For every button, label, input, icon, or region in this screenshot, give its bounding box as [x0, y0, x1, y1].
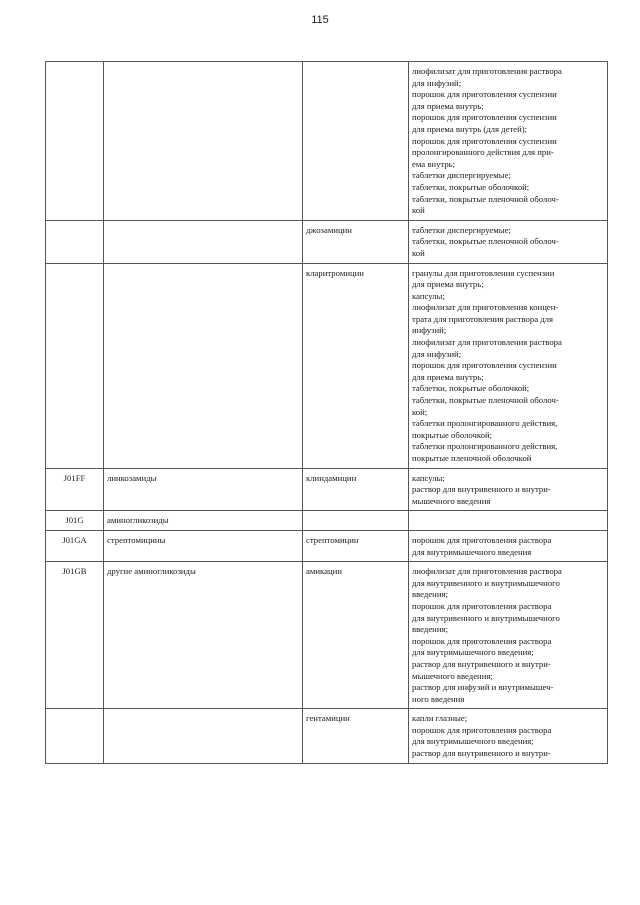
atc-code-cell: [46, 220, 104, 263]
atc-code-cell: [46, 263, 104, 468]
atc-code-cell: J01GB: [46, 562, 104, 709]
atc-code-cell: J01GA: [46, 530, 104, 561]
dosage-form-line: для внутримышечного введения;: [412, 736, 534, 747]
table-row: [46, 511, 608, 531]
group-name-cell: [104, 709, 303, 763]
dosage-form-line: для приема внутрь;: [412, 371, 484, 382]
dosage-form-line: таблетки пролонгированного действия,: [412, 418, 558, 429]
dosage-form-line: трата для приготовления раствора для: [412, 313, 553, 324]
dosage-forms-cell: [409, 511, 608, 531]
dosage-form-line: порошок для приготовления раствора: [412, 724, 552, 735]
table-row: [46, 263, 608, 468]
dosage-form-line: введения;: [412, 624, 448, 635]
dosage-form-line: капли глазные;: [412, 713, 468, 724]
dosage-form-line: покрытые пленочной оболочкой: [412, 453, 532, 463]
drug-table: [45, 61, 608, 764]
table-row: [46, 220, 608, 263]
dosage-form-line: порошок для приготовления суспензии: [412, 112, 557, 123]
dosage-form-line: таблетки, покрытые оболочкой;: [412, 383, 530, 394]
drug-name-cell: амикацин: [303, 562, 409, 709]
atc-code-cell: [46, 62, 104, 221]
dosage-form-line: мышечного введения: [412, 495, 491, 506]
dosage-forms-cell: [409, 530, 608, 561]
dosage-form-line: таблетки, покрытые пленочной оболоч-: [412, 395, 559, 406]
dosage-form-line: таблетки диспергируемые;: [412, 224, 511, 235]
dosage-form-line: капсулы;: [412, 290, 445, 301]
drug-name-cell: клиндамицин: [303, 468, 409, 511]
dosage-form-line: кой;: [412, 406, 428, 417]
dosage-form-line: для приема внутрь;: [412, 279, 484, 290]
dosage-form-line: для инфузий;: [412, 77, 462, 88]
group-name-cell: линкозамиды: [104, 468, 303, 511]
dosage-forms-cell: [409, 709, 608, 763]
group-name-cell: [104, 263, 303, 468]
dosage-form-line: для внутривенного и внутримышечного: [412, 577, 560, 588]
dosage-form-line: ема внутрь;: [412, 158, 456, 169]
dosage-forms-cell: [409, 263, 608, 468]
dosage-form-line: таблетки пролонгированного действия,: [412, 441, 558, 452]
dosage-form-line: мышечного введения;: [412, 670, 493, 681]
drug-name-cell: стрептомицин: [303, 530, 409, 561]
dosage-form-line: для внутримышечного введения: [412, 546, 532, 557]
group-name-cell: [104, 62, 303, 221]
dosage-form-line: таблетки, покрытые пленочной оболоч-: [412, 236, 559, 247]
dosage-form-line: порошок для приготовления суспензии: [412, 135, 557, 146]
table-row: [46, 62, 608, 221]
table-row: [46, 530, 608, 561]
group-name-cell: другие аминогликозиды: [104, 562, 303, 709]
table-row: [46, 562, 608, 709]
dosage-form-line: порошок для приготовления раствора: [412, 600, 552, 611]
table-row: [46, 709, 608, 763]
dosage-form-line: гранулы для приготовления суспензии: [412, 267, 555, 278]
dosage-form-line: для приема внутрь;: [412, 100, 484, 111]
drug-name-cell: [303, 511, 409, 531]
dosage-form-line: капсулы;: [412, 472, 445, 483]
dosage-form-line: таблетки, покрытые оболочкой;: [412, 181, 530, 192]
dosage-form-line: покрытые оболочкой;: [412, 429, 493, 440]
dosage-form-line: раствор для внутривенного и внутри-: [412, 748, 551, 759]
dosage-form-line: раствор для внутривенного и внутри-: [412, 658, 551, 669]
dosage-forms-cell: [409, 562, 608, 709]
drug-name-cell: гентамицин: [303, 709, 409, 763]
dosage-form-line: порошок для приготовления раствора: [412, 635, 552, 646]
drug-name-cell: [303, 62, 409, 221]
group-name-cell: стрептомицины: [104, 530, 303, 561]
dosage-forms-cell: [409, 468, 608, 511]
dosage-form-line: пролонгированного действия для при-: [412, 147, 554, 158]
dosage-form-line: для приема внутрь (для детей);: [412, 123, 528, 134]
dosage-form-line: кой: [412, 247, 425, 258]
table-body: [46, 62, 608, 764]
dosage-form-line: ного введения: [412, 693, 465, 704]
dosage-form-line: таблетки диспергируемые;: [412, 170, 511, 181]
drug-name-cell: кларитромицин: [303, 263, 409, 468]
dosage-form-line: лиофилизат для приготовления раствора: [412, 66, 562, 76]
page-number: 115: [311, 14, 329, 26]
table-row: [46, 468, 608, 511]
atc-code-cell: J01G: [46, 511, 104, 531]
dosage-form-line: лиофилизат для приготовления раствора: [412, 337, 562, 348]
dosage-form-line: порошок для приготовления раствора: [412, 534, 552, 545]
atc-code-cell: J01FF: [46, 468, 104, 511]
dosage-form-line: таблетки, покрытые пленочной оболоч-: [412, 193, 559, 204]
dosage-forms-cell: [409, 220, 608, 263]
dosage-form-line: для внутримышечного введения;: [412, 647, 534, 658]
dosage-form-line: лиофилизат для приготовления раствора: [412, 566, 562, 577]
dosage-form-line: кой: [412, 205, 425, 216]
dosage-form-line: раствор для инфузий и внутримышеч-: [412, 682, 554, 693]
dosage-form-line: порошок для приготовления суспензии: [412, 360, 557, 371]
dosage-form-line: для внутривенного и внутримышечного: [412, 612, 560, 623]
dosage-form-line: лиофилизат для приготовления концен-: [412, 302, 559, 313]
atc-code-cell: [46, 709, 104, 763]
dosage-form-line: инфузий;: [412, 325, 447, 336]
group-name-cell: аминогликозиды: [104, 511, 303, 531]
drug-name-cell: джозамицин: [303, 220, 409, 263]
group-name-cell: [104, 220, 303, 263]
dosage-forms-cell: [409, 62, 608, 221]
dosage-form-line: для инфузий;: [412, 348, 462, 359]
dosage-form-line: раствор для внутривенного и внутри-: [412, 484, 551, 495]
dosage-form-line: порошок для приготовления суспензии: [412, 89, 557, 100]
dosage-form-line: введения;: [412, 589, 448, 600]
